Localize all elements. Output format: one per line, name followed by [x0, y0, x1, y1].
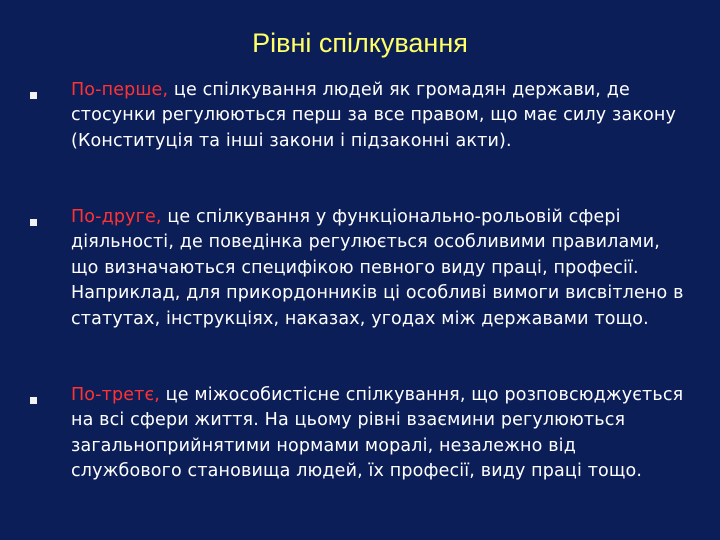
bullet-lead-phrase: По-перше,	[71, 80, 169, 100]
square-bullet-icon	[30, 92, 37, 99]
square-bullet-icon	[30, 397, 37, 404]
bullet-body: це спілкування у функціонально-рольовій сфері діяльності, де поведінка регулюється особливими правилами, що визначаються специфікою певного виду праці, професії. Наприклад, для прикордонників ці особливі вимоги висвітлено в статутах, інструкціях, наказах, угодах між державами тощо.	[71, 207, 684, 329]
bullet-lead-phrase: По-друге,	[71, 207, 162, 227]
bullet-text	[71, 205, 686, 332]
bullet-text	[71, 78, 686, 154]
bullet-body: це міжособистісне спілкування, що розповсюджується на всі сфери життя. На цьому рівні взаємини регулюються загальноприйнятими нормами моралі, незалежно від службового становища людей, їх професії, виду праці тощо.	[71, 385, 684, 482]
bullet-body: це спілкування людей як громадян держави, де стосунки регулюються перш за все правом, що має силу закону (Конституція та інші закони і підзаконні акти).	[71, 80, 677, 151]
square-bullet-icon	[30, 219, 37, 226]
bullet-lead-phrase: По-третє,	[71, 385, 160, 405]
slide-title: Рівні спілкування	[252, 28, 468, 58]
bullet-text	[71, 383, 686, 485]
